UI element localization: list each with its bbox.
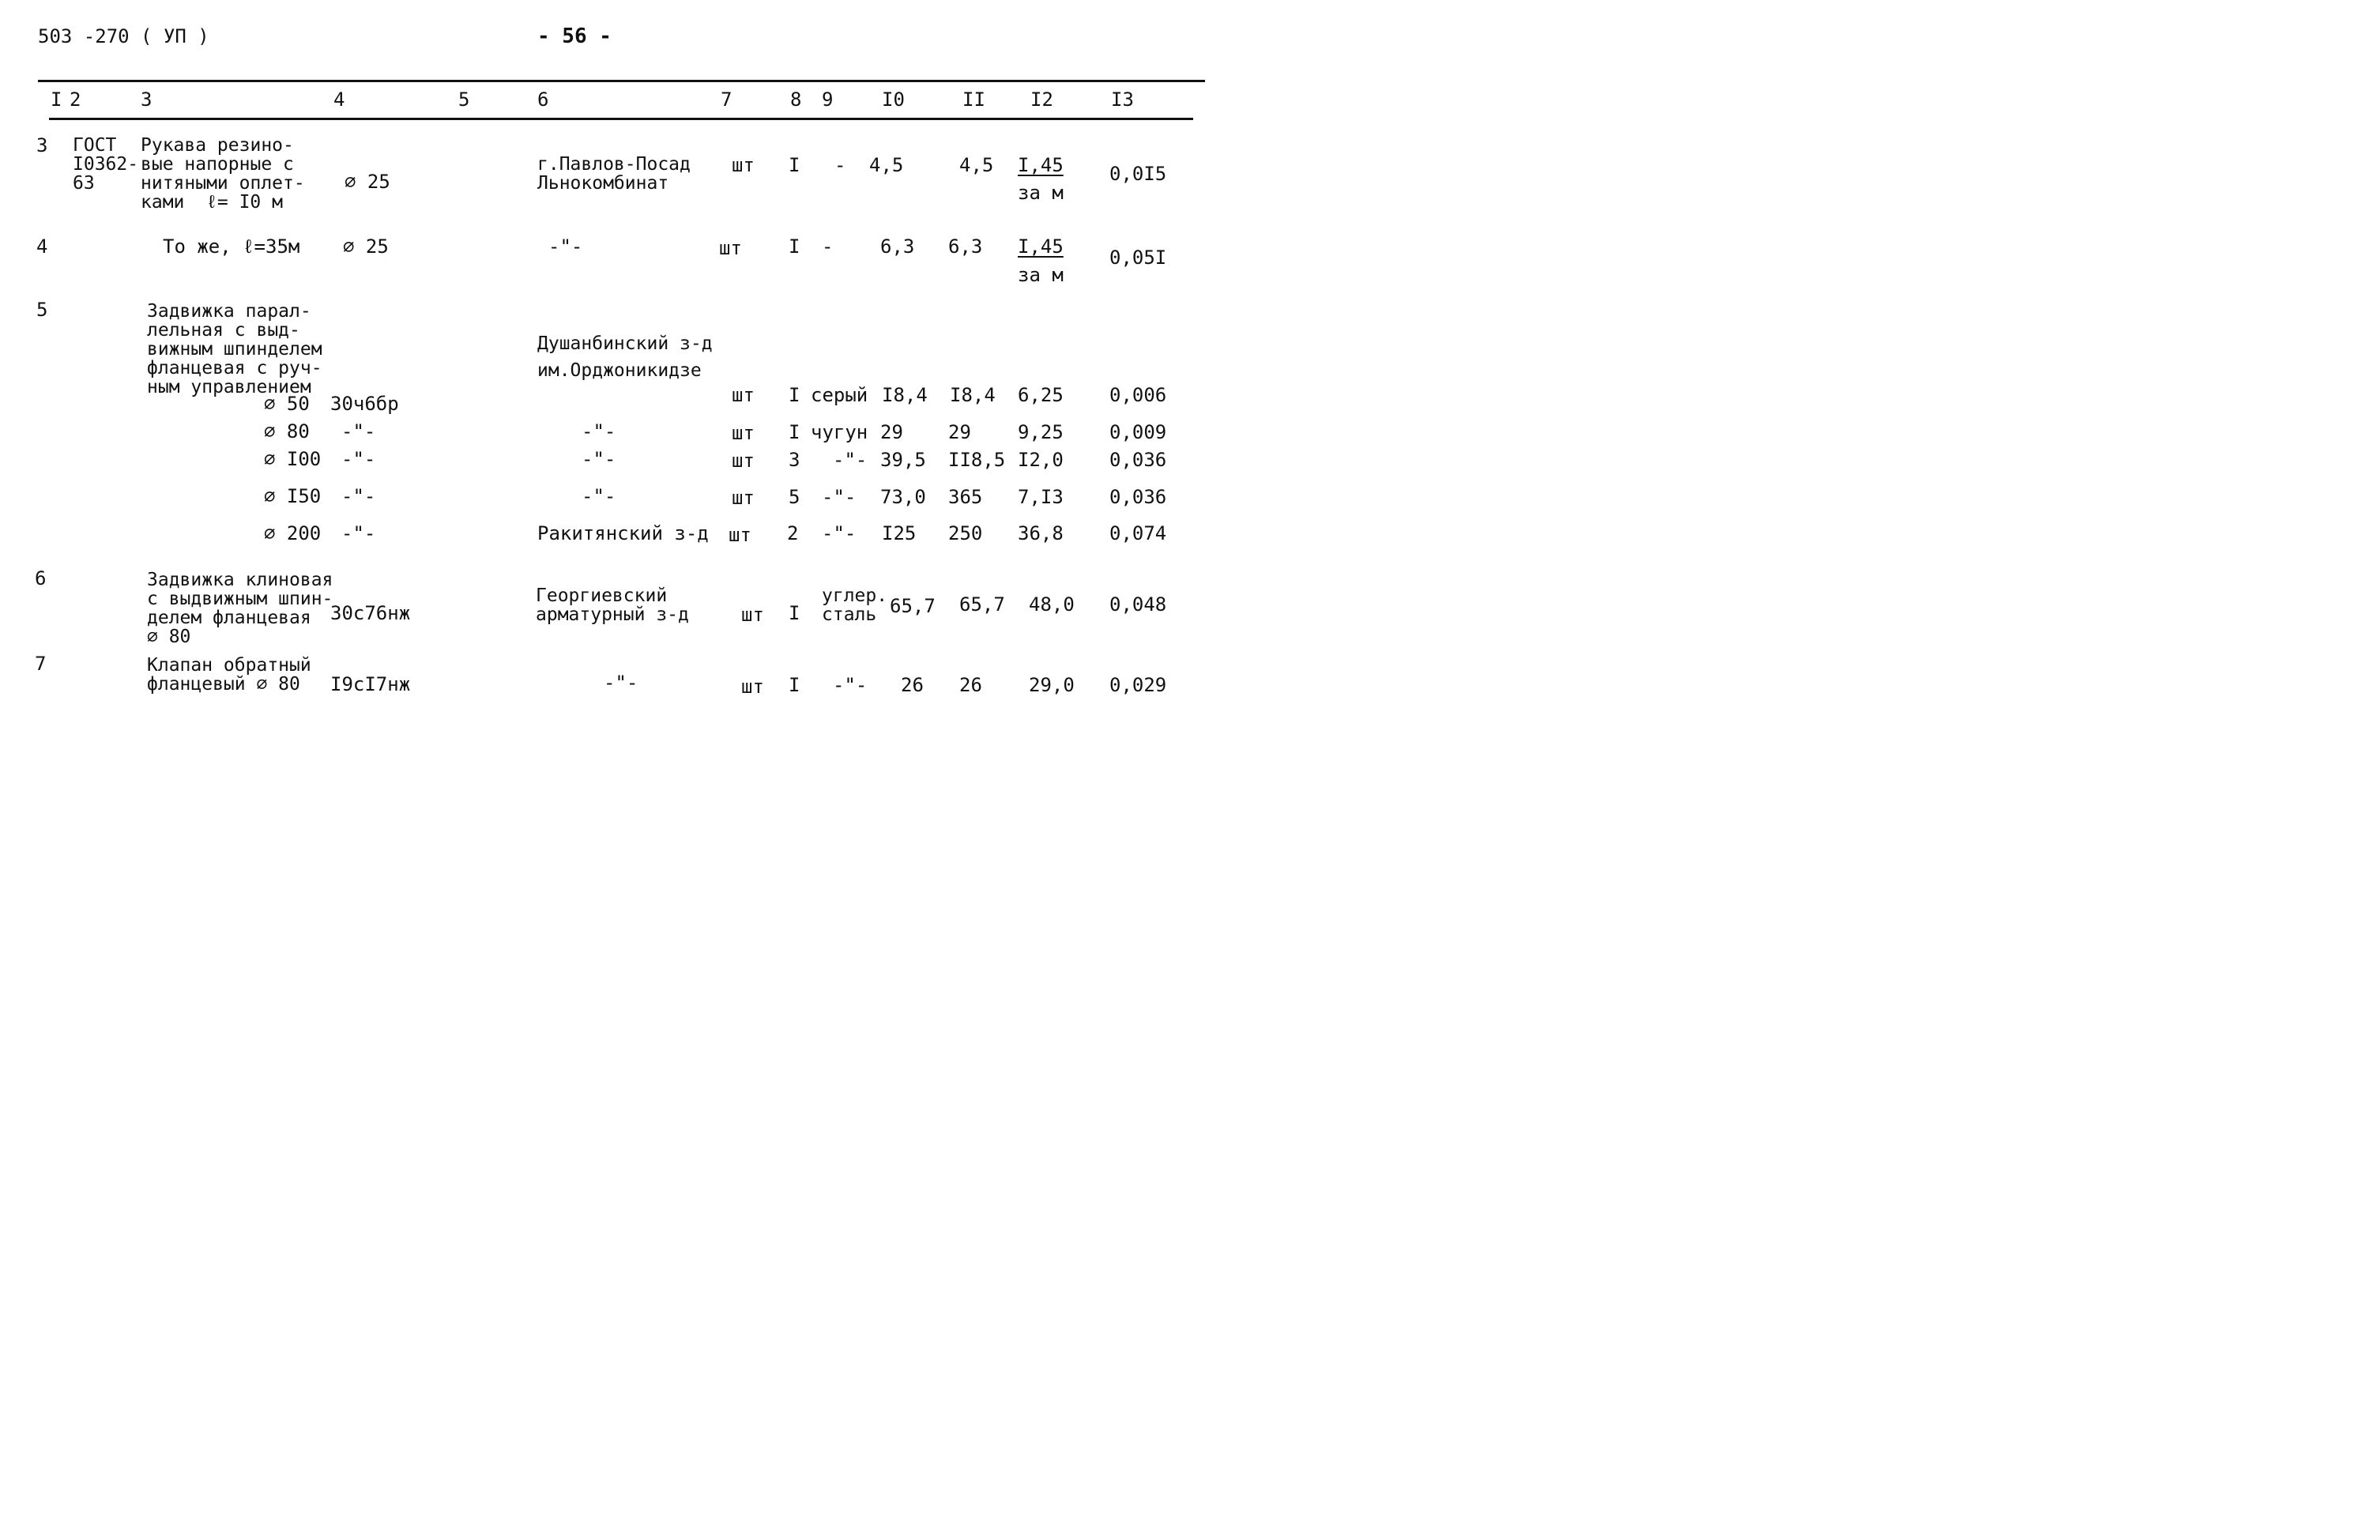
unit: шт [741,604,764,626]
quantity: 5 [789,486,800,508]
price: 7,I3 [1018,486,1064,508]
quantity: I [789,384,800,406]
item-type: -"- [341,448,376,470]
column-header: 2 [70,88,81,111]
material: углер. сталь [822,586,888,625]
document-code: 503 -270 ( УП ) [38,25,209,47]
manufacturer: -"- [582,420,616,442]
mass-per-unit: 26 [901,674,924,696]
manufacturer: г.Павлов-Посад Льнокомбинат [537,154,691,194]
material: -"- [822,486,857,508]
column-header: 7 [721,88,732,111]
column-header: I [51,88,62,111]
material: чугун [811,421,868,443]
column-header: 5 [458,88,470,111]
manufacturer: Георгиевский арматурный з-д [536,586,689,625]
price: I,45 [1018,235,1064,258]
column-header: 4 [333,88,345,111]
price: 48,0 [1029,593,1075,616]
item-type: -"- [341,420,376,442]
standard-reference: ГОСТ I0362- 63 [73,135,139,194]
unit: шт [741,676,764,698]
unit: шт [732,450,755,472]
row-number: 6 [35,567,47,589]
item-name: То же, ℓ=35м [163,235,300,258]
mass-total: II8,5 [948,449,1006,471]
mass-total: 29 [948,421,971,443]
price-unit: за м [1018,264,1064,286]
mass-per-unit: I8,4 [882,384,928,406]
mass-total: I8,4 [950,384,996,406]
item-size: ⌀ 50 [264,393,310,415]
manufacturer: Душанбинский з-д им.Орджоникидзе [537,333,713,381]
mass-total: 6,3 [948,235,983,258]
mass-per-unit: 65,7 [890,595,936,617]
manufacturer: -"- [582,448,616,470]
material: - [822,235,834,258]
unit: шт [719,237,742,259]
unit: шт [732,384,755,406]
quantity: I [789,674,800,696]
column-header: 9 [822,88,834,111]
mass-total: 26 [959,674,982,696]
price: I,45 [1018,154,1064,176]
column-header: I2 [1030,88,1053,111]
item-name: Рукава резино- вые напорные с нитяными оплет- ками ℓ= I0 м [141,135,305,213]
item-type: 30ч6бр [330,393,399,415]
material: -"- [833,449,868,471]
manufacturer: Ракитянский з-д [537,522,709,544]
quantity: I [789,421,800,443]
item-size: ⌀ I50 [264,485,322,507]
quantity: I [789,602,800,624]
item-type: -"- [341,522,376,544]
column-header: I3 [1111,88,1134,111]
cost: 0,006 [1109,384,1167,406]
price: 9,25 [1018,421,1064,443]
material: -"- [822,522,857,544]
row-number: 4 [36,235,48,258]
row-number: 5 [36,299,48,321]
item-type: 30с76нж [330,602,411,624]
item-type: I9сI7нж [330,673,411,695]
item-size: ⌀ 25 [345,171,390,193]
material: серый [811,384,868,406]
column-header: 3 [141,88,153,111]
row-number: 3 [36,134,48,156]
item-size: ⌀ I00 [264,448,322,470]
item-type: -"- [341,485,376,507]
unit: шт [732,487,755,509]
cost: 0,074 [1109,522,1167,544]
quantity: 2 [787,522,799,544]
price: 36,8 [1018,522,1064,544]
unit: шт [732,154,755,176]
table-top-rule [38,80,1205,82]
page-number: - 56 - [537,24,612,48]
unit: шт [732,422,755,444]
column-header: 8 [790,88,802,111]
mass-total: 250 [948,522,983,544]
mass-total: 4,5 [959,154,994,176]
column-header: 6 [537,88,549,111]
manufacturer: -"- [604,672,638,694]
quantity: I [789,235,800,258]
mass-total: 365 [948,486,983,508]
material: -"- [833,674,868,696]
mass-per-unit: 39,5 [880,449,926,471]
item-name: Клапан обратный фланцевый ⌀ 80 [147,655,311,695]
table-header-rule [49,118,1193,120]
cost: 0,029 [1109,674,1167,696]
cost: 0,0I5 [1109,163,1167,185]
price-unit: за м [1018,182,1064,204]
mass-per-unit: 6,3 [880,235,915,258]
row-number: 7 [35,653,47,675]
price: 29,0 [1029,674,1075,696]
quantity: I [789,154,800,176]
column-header: II [962,88,985,111]
cost: 0,009 [1109,421,1167,443]
price: 6,25 [1018,384,1064,406]
item-size: ⌀ 25 [343,235,389,258]
quantity: 3 [789,449,800,471]
mass-per-unit: 4,5 [869,154,904,176]
mass-per-unit: 73,0 [880,486,926,508]
mass-per-unit: I25 [882,522,917,544]
mass-total: 65,7 [959,593,1005,616]
item-name: Задвижка клиновая с выдвижным шпин- делем фланцевая ⌀ 80 [147,570,333,647]
mass-per-unit: 29 [880,421,903,443]
manufacturer: -"- [582,485,616,507]
cost: 0,036 [1109,486,1167,508]
material: - [834,154,846,176]
unit: шт [729,524,751,546]
cost: 0,036 [1109,449,1167,471]
item-name: Задвижка парал- лельная с выд- вижным шпинделем фланцевая с руч- ным управлением [147,301,322,397]
item-size: ⌀ 200 [264,522,322,544]
manufacturer: -"- [548,235,583,258]
item-size: ⌀ 80 [264,420,310,442]
cost: 0,048 [1109,593,1167,616]
cost: 0,05I [1109,247,1167,269]
column-header: I0 [882,88,905,111]
price: I2,0 [1018,449,1064,471]
